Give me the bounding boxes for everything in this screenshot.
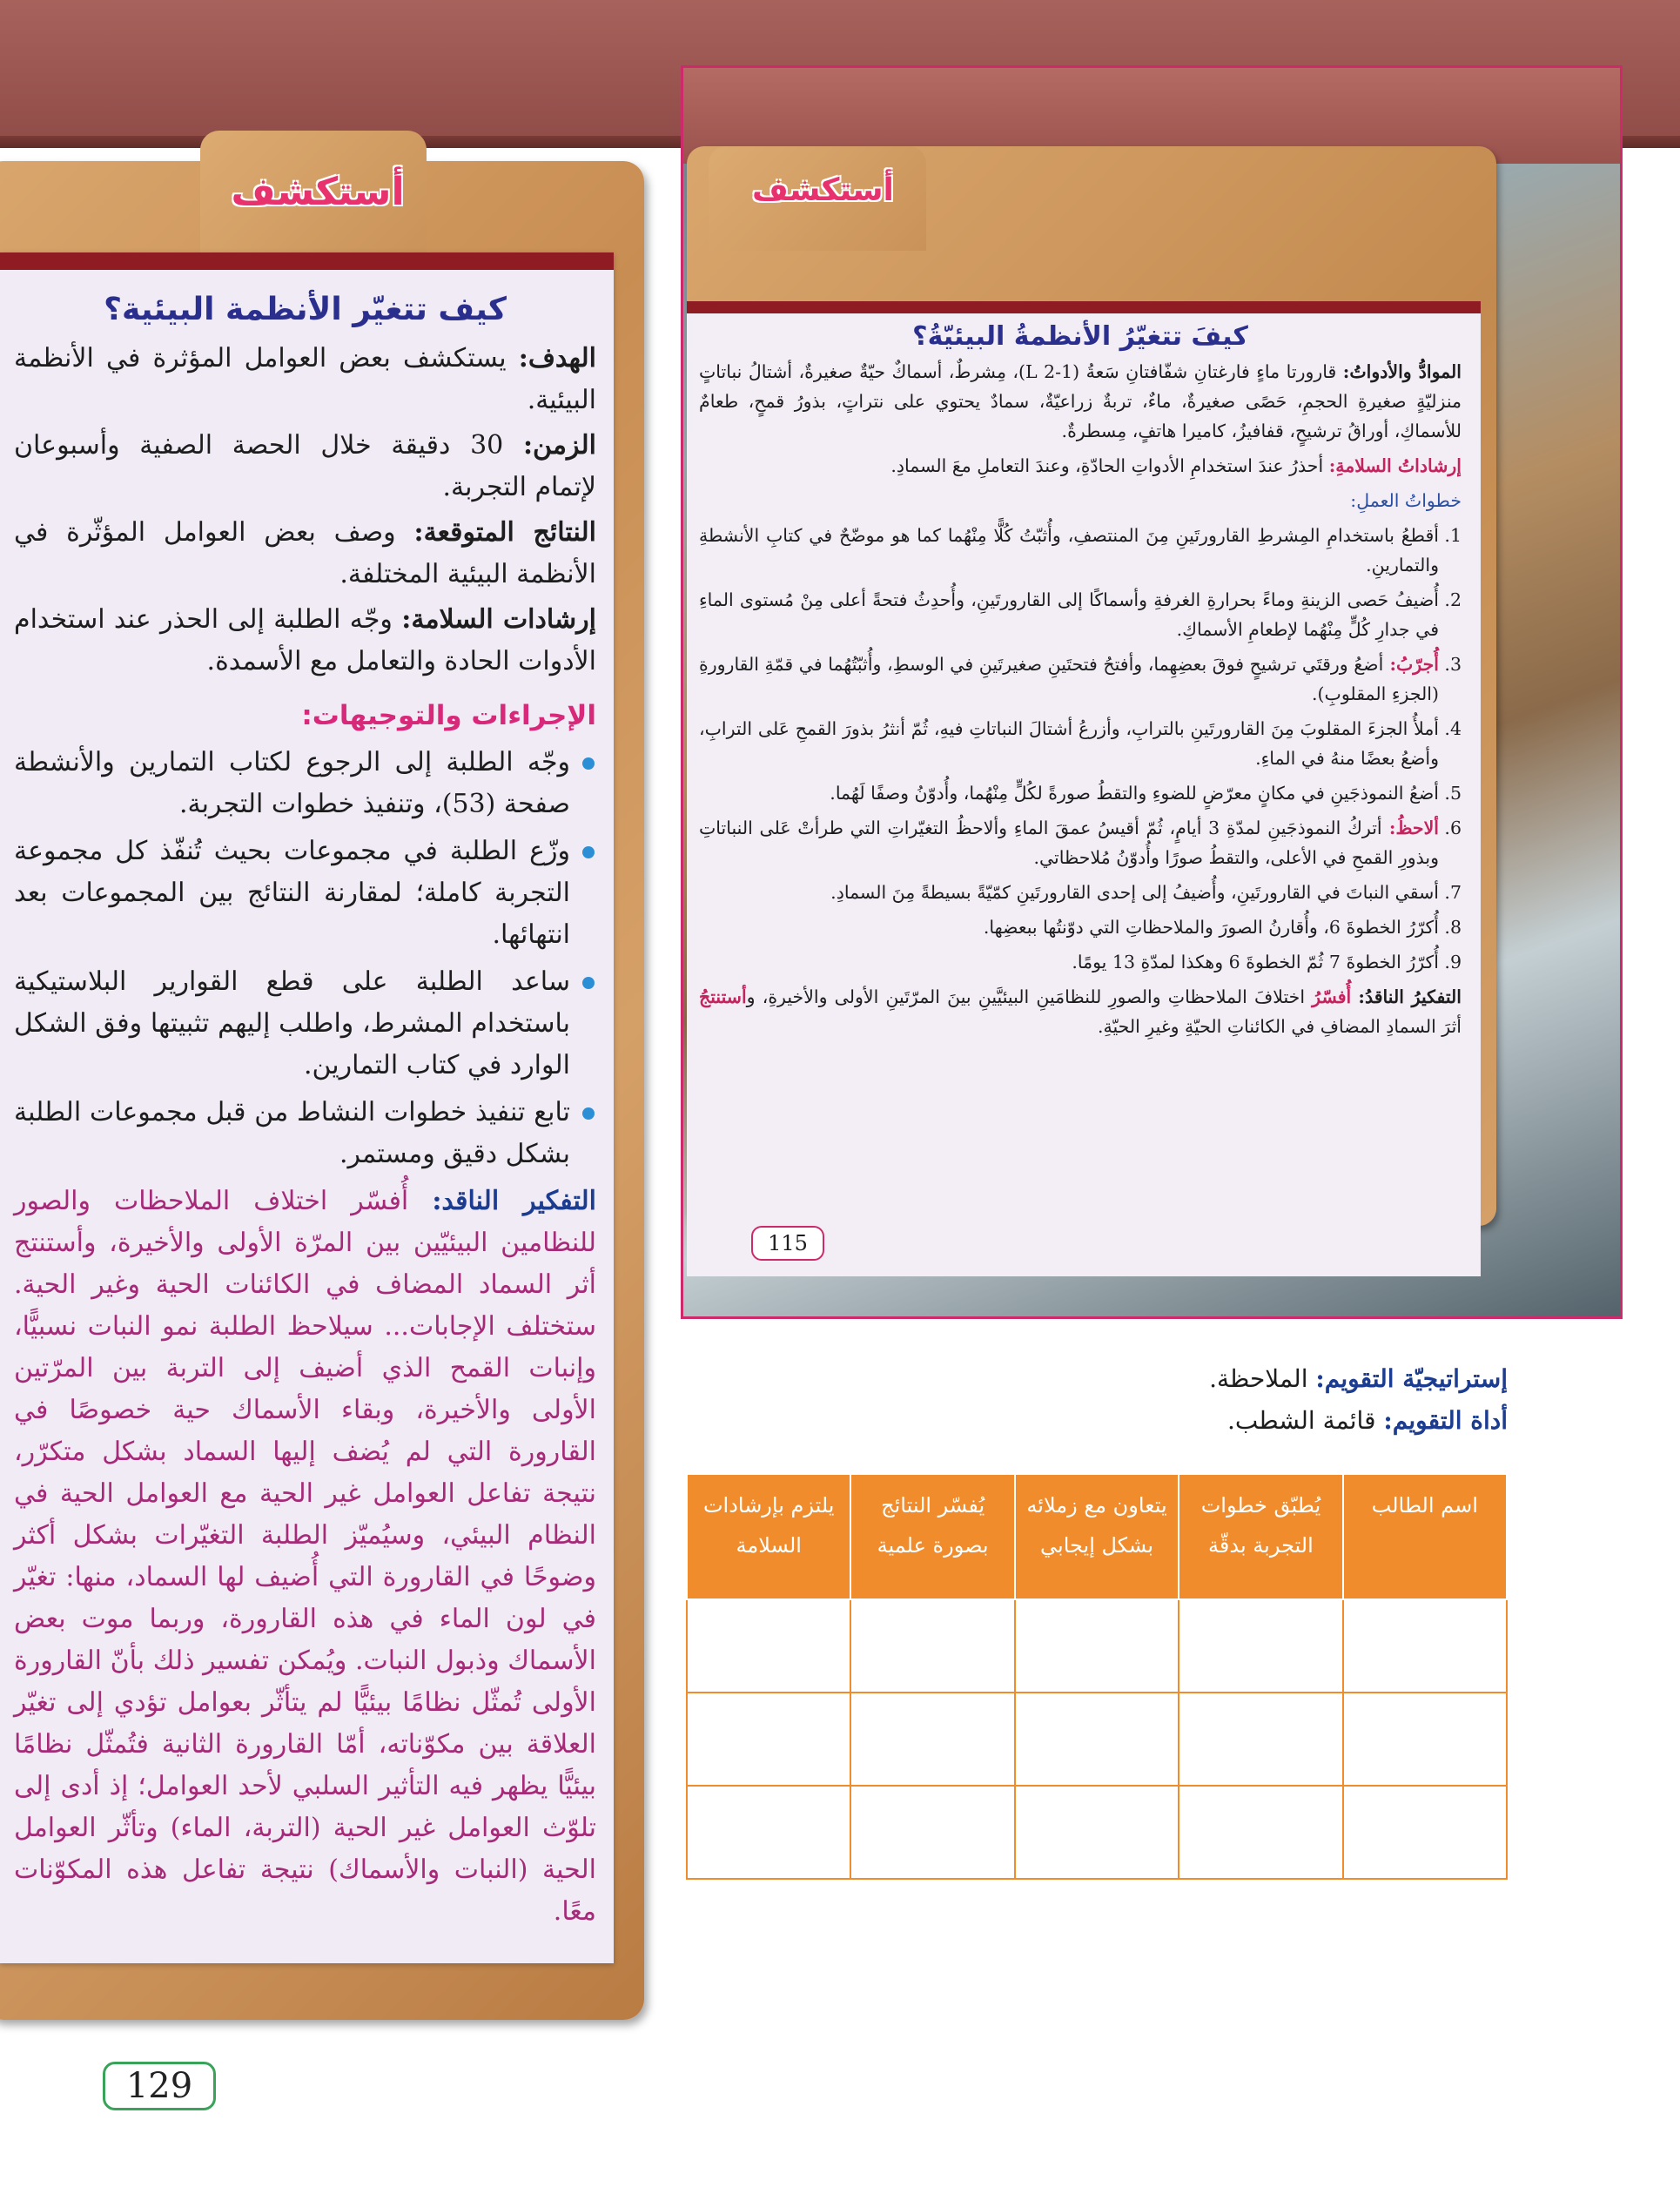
checklist-header-row: [687, 1474, 1507, 1599]
critical-label: التفكير الناقد:: [432, 1186, 596, 1216]
step-item: [699, 912, 1462, 942]
goal-label: الهدف:: [518, 343, 596, 374]
checklist-column-header: يتعاون مع زملائه بشكل إيجابي: [1015, 1474, 1179, 1599]
step-item: [699, 649, 1462, 709]
results-text: وصف بعض العوامل المؤثّرة في الأنظمة البيئية المختلفة.: [14, 517, 596, 589]
step-item: [699, 585, 1462, 644]
results-line: [14, 512, 596, 596]
step-text: أضعُ النموذجَينِ في مكانٍ معرّضٍ للضوءِ والتقطُ صورةً لكُلٍّ مِنْهُما، وأُدوّنُ وصفًا لَهُما.: [830, 783, 1439, 804]
safety-label: إرشادات السلامة:: [401, 604, 596, 635]
procedure-bullet: [14, 742, 596, 825]
step-item: [699, 813, 1462, 872]
checklist-column-header: يُطبّق خطوات التجربة بدقّة: [1179, 1474, 1342, 1599]
table-row: [687, 1693, 1507, 1786]
checklist-column-header: اسم الطالب: [1343, 1474, 1507, 1599]
step-text: أُضيفُ حَصى الزينةِ وماءً بحرارةِ الغرفةِ وأسماكًا إلى القارورتَينِ، وأُحدِثُ فتحةً أعلى مِنْ مُستوى الماءِ في جدارِ كُلٍّ مِنْهُما لإطعامِ الأسماكِ.: [699, 589, 1439, 640]
step-text: أقطعُ باستخدامِ المِشرطِ القارورتَينِ مِنَ المنتصفِ، وأُثبّتُ كُلًّا مِنْهُما كما هو موضّحٌ في كتابِ الأنشطةِ والتمارينِ.: [699, 525, 1439, 575]
student-tab-title: أستكشف: [752, 172, 894, 208]
checklist-column-header: يُفسّر النتائج بصورة علمية: [850, 1474, 1014, 1599]
teacher-page-title: كيف تتغيّر الأنظمة البيئية؟: [104, 292, 507, 327]
step-item: [699, 778, 1462, 808]
steps-list: [699, 521, 1462, 977]
step-number: 1.: [1444, 525, 1462, 546]
materials-label: الموادُّ والأدواتُ:: [1342, 361, 1462, 382]
step-text: أضعُ ورقتَي ترشيحٍ فوقَ بعضِهِما، وأفتحُ فتحتَينِ صغيرتَينِ في الوسطِ، وأُثبّتُهُما في قمّةِ القارورةِ (الجزءِ المقلوبِ).: [699, 654, 1439, 704]
procedure-bullet: [14, 831, 596, 956]
student-critical-text-1: اختلافَ الملاحظاتِ والصورِ للنظامَينِ البيئيَّينِ بينَ المرّتَينِ الأولى والأخيرةِ، و: [746, 986, 1306, 1007]
bullet-dot-icon: [582, 846, 595, 858]
step-text: أسقي النباتَ في القارورتَينِ، وأُضيفُ إلى إحدى القارورتَينِ كمّيّةً بسيطةً مِنَ السمادِ.: [830, 882, 1439, 903]
step-item: [699, 878, 1462, 907]
critical-text: أُفسّر اختلاف الملاحظات والصور للنظامين البيئيّين بين المرّة الأولى والأخيرة، وأستنتج أثر السماد المضاف في الكائنات الحية وغير الحية. ستختلف الإجابات... سيلاحظ الطلبة نمو النبات نسبيًّا، وإنبات القمح الذي أضيف إلى التربة بين المرّتين الأولى والأخيرة، وبقاء الأسماك حية خصوصًا في القارورة التي لم يُضف إليها السماد بشكل متكرّر، نتيجة تفاعل العوامل غير الحية مع العوامل الحية في النظام البيئي، وسيُميّز الطلبة التغيّرات بشكل أكثر وضوحًا في القارورة التي أُضيف لها السماد، منها: تغيّر في لون الماء في هذه القارورة، وربما موت بعض الأسماك وذبول النبات. ويُمكن تفسير ذلك بأنّ القارورة الأولى تُمثّل نظامًا بيئيًّا لم يتأثّر بعوامل تؤدي إلى تغيّر العلاقة بين مكوّناته، أمّا القارورة الثانية فتُمثّل نظامًا بيئيًّا يظهر فيه التأثير السلبي لأحد العوامل؛ إذ أدى إلى تلوّث العوامل غير الحية (التربة، الماء) وتأثّر العوامل الحية (النبات والأسماك) نتيجة تفاعل هذه المكوّنات معًا.: [14, 1186, 596, 1927]
step-item: [699, 947, 1462, 977]
strategy-value: الملاحظة.: [1209, 1364, 1308, 1393]
goal-line: [14, 338, 596, 421]
goal-text: يستكشف بعض العوامل المؤثرة في الأنظمة البيئية.: [14, 343, 596, 415]
bullet-text: وجّه الطلبة إلى الرجوع لكتاب التمارين والأنشطة صفحة (53)، وتنفيذ خطوات التجربة.: [14, 747, 570, 819]
time-label: الزمن:: [522, 430, 596, 461]
bullet-dot-icon: [582, 977, 595, 989]
checklist-body: [687, 1599, 1507, 1879]
time-line: [14, 425, 596, 508]
critical-keyword-conclude: أستنتجُ: [699, 986, 747, 1007]
tool-line: [681, 1400, 1508, 1442]
safety-line: [14, 599, 596, 683]
teacher-tab-title: أستكشف: [231, 170, 405, 214]
critical-thinking: [14, 1181, 596, 1933]
checklist-column-header: يلتزم بإرشادات السلامة: [687, 1474, 850, 1599]
checklist-cell[interactable]: [1343, 1693, 1507, 1786]
procedures-title: الإجراءات والتوجيهات:: [301, 700, 596, 731]
checklist-cell[interactable]: [1343, 1786, 1507, 1879]
table-row: [687, 1786, 1507, 1879]
student-safety-line: [699, 451, 1462, 481]
checklist-cell[interactable]: [687, 1599, 850, 1693]
step-number: 7.: [1444, 882, 1462, 903]
checklist-cell[interactable]: [1343, 1599, 1507, 1693]
tool-value: قائمة الشطب.: [1227, 1406, 1376, 1435]
tool-label: أداة التقويم:: [1383, 1406, 1508, 1435]
strategy-label: إستراتيجيّة التقويم:: [1315, 1364, 1508, 1393]
student-safety-text: أحذرُ عندَ استخدامِ الأدواتِ الحادّةِ، وعندَ التعاملِ معَ السمادِ.: [890, 455, 1324, 476]
checklist-table: [686, 1473, 1508, 1880]
assessment-block: [681, 1358, 1508, 1442]
materials-text: قارورتا ماءٍ فارغتانِ شفّافتانِ سَعةُ (L 2-1)، مِشرطٌ، أسماكٌ حيّةٌ صغيرةٌ، أشتالُ نباتاتٍ منزليّةٍ صغيرةِ الحجمِ، حَصًى صغيرةٌ، ماءٌ، تربةٌ زراعيّةٌ، سمادٌ يحتوي على نتراتٍ، بذورُ قمحٍ، طعامٌ للأسماكِ، أوراقُ ترشيحٍ، قفافيزُ، كاميرا هاتفٍ، مِسطرةٌ.: [699, 361, 1462, 441]
bullet-text: تابع تنفيذ خطوات النشاط من قبل مجموعات الطلبة بشكل دقيق ومستمر.: [14, 1097, 570, 1169]
bullet-text: ساعد الطلبة على قطع القوارير البلاستيكية باستخدام المشرط، واطلب إليهم تثبيتها وفق الشكل الوارد في كتاب التمارين.: [14, 966, 570, 1080]
step-text: أُكرّرُ الخطوةَ 6، وأُقارنُ الصورَ والملاحظاتِ التي دوّنتُها ببعضِها.: [983, 917, 1439, 938]
step-number: 6.: [1444, 818, 1462, 838]
checklist-cell[interactable]: [850, 1599, 1014, 1693]
step-item: [699, 521, 1462, 580]
step-number: 5.: [1444, 783, 1462, 804]
checklist-cell[interactable]: [1015, 1693, 1179, 1786]
checklist-cell[interactable]: [1179, 1599, 1342, 1693]
student-page-title: كيفَ تتغيّرُ الأنظمةُ البيئيّةُ؟: [912, 321, 1248, 352]
procedure-bullet: [14, 961, 596, 1087]
step-text: أتركُ النموذجَينِ لمدّةِ 3 أيامٍ، ثُمّ أقيسُ عمقَ الماءِ وألاحظُ التغيّراتِ التي طرأتْ عَلى النباتاتِ وبذورِ القمحِ في الأعلى، والتقطُ صورًا وأُدوّنُ مُلاحظاتي.: [699, 818, 1439, 868]
student-content-card: [687, 301, 1481, 1276]
checklist-cell[interactable]: [1015, 1786, 1179, 1879]
bullet-text: وزّع الطلبة في مجموعات بحيث تُنفّذ كل مجموعة التجربة كاملة؛ لمقارنة النتائج بين المجموعات بعد انتهائها.: [14, 836, 570, 950]
step-number: 9.: [1444, 952, 1462, 972]
checklist-cell[interactable]: [1015, 1599, 1179, 1693]
materials-line: [699, 357, 1462, 446]
checklist-cell[interactable]: [1179, 1786, 1342, 1879]
step-text: أُكرّرُ الخطوةَ 7 ثُمّ الخطوةَ 6 وهكذا لمدّةِ 13 يومًا.: [1072, 952, 1439, 972]
bullet-dot-icon: [582, 1107, 595, 1120]
student-critical-text-2: أثرَ السمادِ المضافِ في الكائناتِ الحيّةِ وغيرِ الحيّةِ.: [1097, 1016, 1462, 1037]
steps-title: خطواتُ العملِ:: [1350, 490, 1462, 511]
step-number: 2.: [1444, 589, 1462, 610]
checklist-cell[interactable]: [687, 1786, 850, 1879]
step-keyword: ألاحظُ:: [1381, 818, 1439, 838]
procedure-bullet: [14, 1092, 596, 1175]
critical-keyword-explain: أُفسّرُ: [1312, 986, 1352, 1007]
step-keyword: أُجرّبُ:: [1383, 654, 1439, 675]
safety-text: وجّه الطلبة إلى الحذر عند استخدام الأدوات الحادة والتعامل مع الأسمدة.: [14, 604, 596, 676]
bullet-dot-icon: [582, 757, 595, 770]
checklist-cell[interactable]: [1179, 1693, 1342, 1786]
checklist-cell[interactable]: [850, 1786, 1014, 1879]
step-number: 8.: [1444, 917, 1462, 938]
student-board: [687, 146, 1496, 1226]
student-critical-label: التفكيرُ الناقدُ:: [1358, 986, 1462, 1007]
student-safety-label: إرشاداتُ السلامةِ:: [1328, 455, 1462, 476]
time-text: 30 دقيقة خلال الحصة الصفية وأسبوعان لإتمام التجربة.: [14, 430, 596, 502]
results-label: النتائج المتوقعة:: [413, 517, 596, 548]
page-number: 129: [103, 2062, 216, 2110]
strategy-line: [681, 1358, 1508, 1400]
student-page-number: 115: [751, 1226, 824, 1261]
step-number: 3.: [1444, 654, 1462, 675]
step-number: 4.: [1444, 718, 1462, 739]
table-row: [687, 1599, 1507, 1693]
checklist-cell[interactable]: [687, 1693, 850, 1786]
student-page-thumbnail: [681, 65, 1623, 1319]
teacher-content-card: [0, 252, 614, 1963]
checklist-cell[interactable]: [850, 1693, 1014, 1786]
step-text: أملأُ الجزءَ المقلوبَ مِنَ القارورتَينِ بالترابِ، وأزرعُ أشتالَ النباتاتِ فيهِ، ثُمّ أنثرُ بذورَ القمحِ عَلى الترابِ، وأضعُ بعضًا منهُ في الماءِ.: [699, 718, 1439, 769]
student-critical-line: [699, 982, 1462, 1041]
step-item: [699, 714, 1462, 773]
